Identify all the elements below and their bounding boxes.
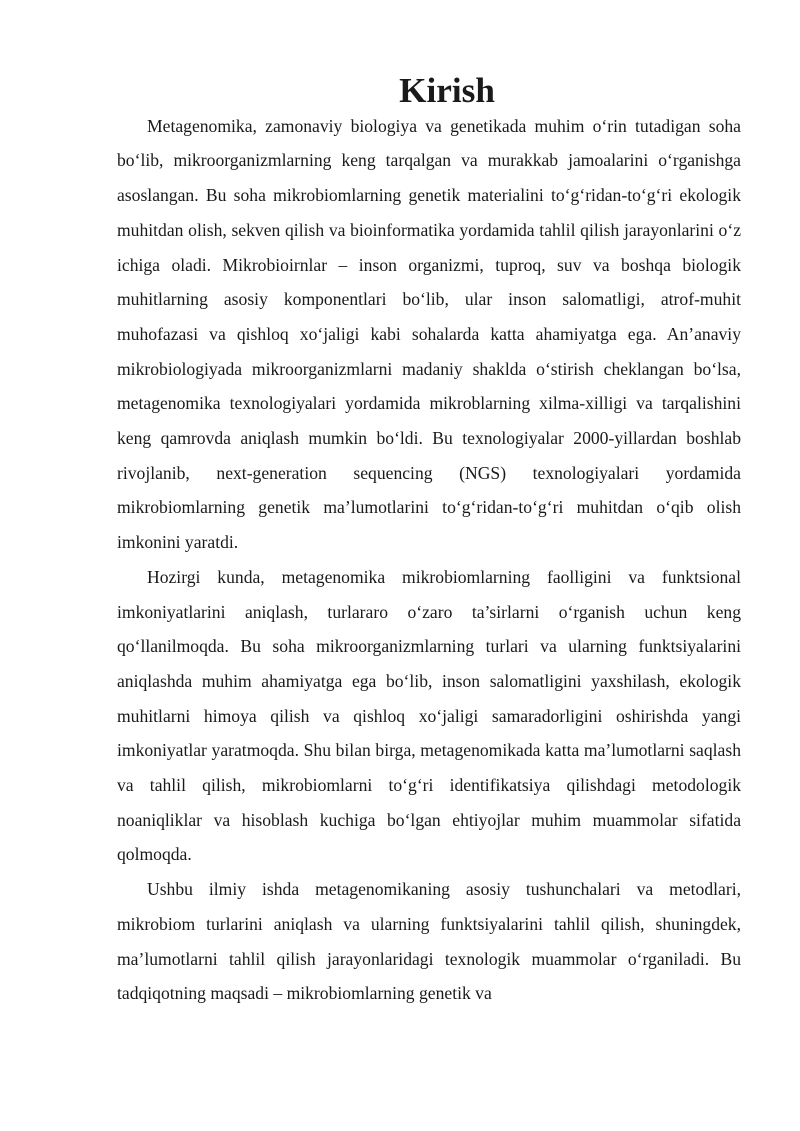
paragraph-3: Ushbu ilmiy ishda metagenomikaning asosiy tushunchalari va metodlari, mikrobiom turlarini aniqlash va ularning funktsiyalarini tahlil qilish, shuningdek, ma’lumotlarni tahlil qilish jarayonlaridagi texnologik muammolar o‘rganiladi. Bu tadqiqotning maqsadi – mikrobiomlarning genetik va bbox=[117, 879, 741, 1004]
document-body bbox=[117, 71, 741, 1011]
section-title: Kirish bbox=[399, 71, 495, 110]
paragraph-2: Hozirgi kunda, metagenomika mikrobiomlarning faolligini va funktsional imkoniyatlarini aniqlash, turlararo o‘zaro ta’sirlarni o‘rganish uchun keng qo‘llanilmoqda. Bu soha mikroorganizmlarning turlari va ularning funktsiyalarini aniqlashda muhim ahamiyatga ega bo‘lib, inson salomatligini yaxshilash, ekologik muhitlarni himoya qilish va qishloq xo‘jaligi samaradorligini oshirishda yangi imkoniyatlar yaratmoqda. Shu bilan birga, metagenomikada katta ma’lumotlarni saqlash va tahlil qilish, mikrobiomlarni to‘g‘ri identifikatsiya qilishdagi metodologik noaniqliklar va hisoblash kuchiga bo‘lgan ehtiyojlar muhim muammolar sifatida qolmoqda. bbox=[117, 566, 741, 865]
paragraph-1: Metagenomika, zamonaviy biologiya va genetikada muhim o‘rin tutadigan soha bo‘lib, mikroorganizmlarning keng tarqalgan va murakkab jamoalarini o‘rganishga asoslangan. Bu soha mikrobiomlarning genetik materialini to‘g‘ridan-to‘g‘ri ekologik muhitdan olish, sekven qilish va bioinformatika yordamida tahlil qilish jarayonlarini o‘z ichiga oladi. Mikrobioirnlar – inson organizmi, tuproq, suv va boshqa biologik muhitlarning asosiy komponentlari bo‘lib, ular inson salomatligi, atrof-muhit muhofazasi va qishloq xo‘jaligi kabi sohalarda katta ahamiyatga ega. An’anaviy mikrobiologiyada mikroorganizmlarni madaniy shaklda o‘stirish cheklangan bo‘lsa, metagenomika texnologiyalari yordamida mikroblarning xilma-xilligi va tarqalishini keng qamrovda aniqlash mumkin bo‘ldi. Bu texnologiyalar 2000-yillardan boshlab rivojlanib, next-generation sequencing (NGS) texnologiyalari yordamida mikrobiomlarning genetik ma’lumotlarini to‘g‘ridan-to‘g‘ri muhitdan o‘qib olish imkonini yaratdi. bbox=[117, 115, 741, 553]
